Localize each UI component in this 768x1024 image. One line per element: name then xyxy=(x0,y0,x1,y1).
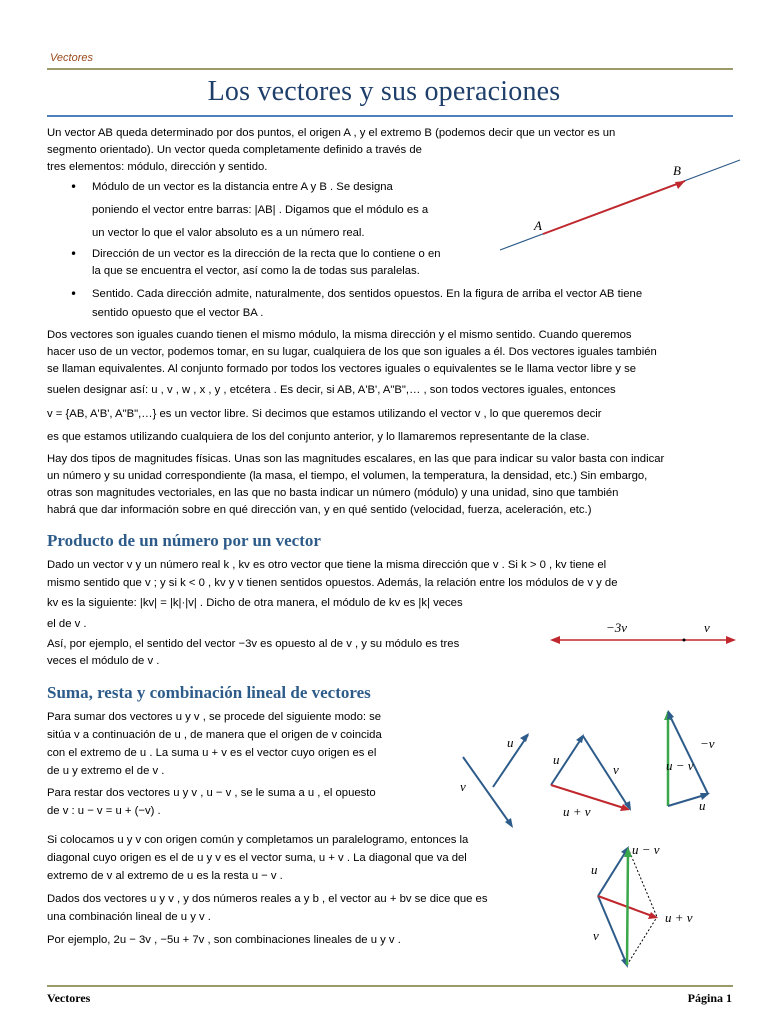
dashed-side-bottom xyxy=(627,917,657,965)
label-u: u xyxy=(553,752,560,767)
label-v: v xyxy=(460,779,466,794)
figure-u-v-separate xyxy=(455,725,535,835)
paralelogramo-line-1: Si colocamos u y v con origen común y completamos un paralelogramo, entonces la xyxy=(47,834,469,846)
paralelogramo-line-3: extremo de v al extremo de u es la resta u − v . xyxy=(47,870,283,882)
magnitudes-line-1: Hay dos tipos de magnitudes físicas. Unas son las magnitudes escalares, en las que para indicar su valor basta con indicar xyxy=(47,453,665,465)
bullet-modulo-line-3: un vector lo que el valor absoluto es a un número real. xyxy=(92,227,365,239)
title-rule xyxy=(47,115,733,117)
bullet-modulo-line-1: Módulo de un vector es la distancia entre A y B . Se designa xyxy=(92,181,393,193)
figure-scalar-product xyxy=(548,616,738,656)
footer-rule xyxy=(47,985,733,987)
iguales-line-2: hacer uso de un vector, podemos tomar, en su lugar, cualquiera de los que son iguales a él. Dos vectores iguales también xyxy=(47,346,657,358)
arrowhead-minus-3v xyxy=(550,636,560,644)
page-title: Los vectores y sus operaciones xyxy=(207,76,561,107)
header-section-label: Vectores xyxy=(50,52,94,64)
label-a: A xyxy=(534,218,542,233)
producto-line-3: kv es la siguiente: |kv| = |k|·|v| . Dicho de otra manera, el módulo de kv es |k| veces xyxy=(47,597,463,609)
iguales-line-6: es que estamos utilizando cualquiera de los del conjunto anterior, y lo llamaremos representante de la clase. xyxy=(47,431,590,443)
bullet-dot: • xyxy=(70,287,78,301)
label-b: B xyxy=(673,163,681,178)
vector-u xyxy=(598,848,628,896)
iguales-line-4: suelen designar así: u , v , w , x , y , etcétera . Es decir, si AB, A'B', A"B",… , son todos vectores iguales, entonces xyxy=(47,384,616,396)
resta-line-1: Para restar dos vectores u y v , u − v , se le suma a u , el opuesto xyxy=(47,787,376,799)
vector-u-minus-v xyxy=(627,850,628,965)
combinacion-line-2: una combinación lineal de u y v . xyxy=(47,911,211,923)
intro-line-1: Un vector AB queda determinado por dos puntos, el origen A , y el extremo B (podemos decir que un vector es un xyxy=(47,127,616,139)
bullet-sentido-line-1: Sentido. Cada dirección admite, naturalmente, dos sentidos opuestos. En la figura de arriba el vector AB tiene xyxy=(92,288,643,300)
vector-v xyxy=(598,896,627,965)
label-u: u xyxy=(507,735,514,750)
figure-vector-difference xyxy=(640,706,740,816)
vector-minus-v xyxy=(668,712,708,794)
producto-line-5: Así, por ejemplo, el sentido del vector −3v es opuesto al de v , y su módulo es tres xyxy=(47,638,460,650)
iguales-line-1: Dos vectores son iguales cuando tienen el mismo módulo, la misma dirección y el mismo sentido. Cuando queremos xyxy=(47,329,632,341)
figure-vector-sum xyxy=(545,730,645,820)
combinacion-line-3: Por ejemplo, 2u − 3v , −5u + 7v , son combinaciones lineales de u y v . xyxy=(47,934,401,946)
arrowhead-u xyxy=(520,733,529,742)
label-v: v xyxy=(593,928,599,943)
suma-line-3: con el extremo de u . La suma u + v es el vector cuyo origen es el xyxy=(47,747,377,759)
paralelogramo-line-2: diagonal cuyo origen es el de u y v es el vector suma, u + v . La diagonal que va del xyxy=(47,852,467,864)
bullet-sentido-line-2: sentido opuesto que el vector BA . xyxy=(92,307,264,319)
heading-producto: Producto de un número por un vector xyxy=(47,531,321,550)
intro-line-2: segmento orientado). Un vector queda completamente definido a través de xyxy=(47,144,422,156)
iguales-line-3: se llaman equivalentes. Al conjunto formado por todos los vectores iguales o equivalentes se le llama vector libre y se xyxy=(47,363,637,375)
bullet-direccion-line-1: Dirección de un vector es la dirección de la recta que lo contiene o en xyxy=(92,248,441,260)
intro-line-3: tres elementos: módulo, dirección y sentido. xyxy=(47,161,268,173)
label-minus-3v: −3v xyxy=(606,620,628,635)
bullet-modulo-line-2: poniendo el vector entre barras: |AB| . Digamos que el módulo es a xyxy=(92,204,429,216)
magnitudes-line-2: un número y su unidad correspondiente (la masa, el tiempo, el volumen, la temperatura, la densidad, etc.) Sin embargo, xyxy=(47,470,648,482)
footer-page-number: Página 1 xyxy=(687,991,732,1005)
suma-line-1: Para sumar dos vectores u y v , se procede del siguiente modo: se xyxy=(47,711,382,723)
bullet-dot: • xyxy=(70,247,78,261)
producto-line-1: Dado un vector v y un número real k , kv es otro vector que tiene la misma dirección que v . Si k > 0 , kv tiene el xyxy=(47,559,607,571)
label-u: u xyxy=(699,798,706,813)
label-u-minus-v: u − v xyxy=(632,842,660,857)
suma-line-4: de u y extremo el de v . xyxy=(47,765,165,777)
header-rule xyxy=(47,68,733,70)
figure-segment-ab xyxy=(495,155,745,255)
origin-point xyxy=(683,639,686,642)
bullet-dot: • xyxy=(70,180,78,194)
footer-section-label: Vectores xyxy=(47,991,91,1005)
magnitudes-line-3: otras son magnitudes vectoriales, en las que no basta indicar un número (módulo) y una unidad, sino que también xyxy=(47,487,619,499)
vector-ab xyxy=(543,181,685,234)
arrowhead-minus-v xyxy=(667,710,674,720)
label-v: v xyxy=(704,620,710,635)
heading-suma: Suma, resta y combinación lineal de vectores xyxy=(47,683,371,702)
producto-line-4: el de v . xyxy=(47,618,87,630)
iguales-line-5: v = {AB, A'B', A"B",…} es un vector libre. Si decimos que estamos utilizando el vector v , lo que queremos decir xyxy=(47,408,602,420)
bullet-direccion-line-2: la que se encuentra el vector, así como la de todas sus paralelas. xyxy=(92,265,420,277)
label-u-plus-v: u + v xyxy=(563,804,591,819)
label-u-plus-v: u + v xyxy=(665,910,693,925)
label-u: u xyxy=(591,862,598,877)
arrowhead-u xyxy=(576,734,584,743)
producto-line-2: mismo sentido que v ; y si k < 0 , kv y v tienen sentidos opuestos. Además, la relación entre los módulos de v y de xyxy=(47,577,618,589)
label-u-minus-v: u − v xyxy=(666,758,694,773)
resta-line-2: de v : u − v = u + (−v) . xyxy=(47,805,161,817)
arrowhead-ab xyxy=(675,181,685,189)
vector-v xyxy=(463,757,511,825)
dashed-side-top xyxy=(628,848,657,917)
producto-line-6: veces el módulo de v . xyxy=(47,655,160,667)
magnitudes-line-4: habrá que dar información sobre en qué dirección van, y en qué sentido (velocidad, fuerza, aceleración, etc.) xyxy=(47,504,592,516)
suma-line-2: sitúa v a continuación de u , de manera que el origen de v coincida xyxy=(47,729,382,741)
arrowhead-v xyxy=(726,636,736,644)
label-minus-v: −v xyxy=(700,736,715,751)
figure-parallelogram xyxy=(585,838,700,973)
combinacion-line-1: Dados dos vectores u y v , y dos números reales a y b , el vector au + bv se dice que es xyxy=(47,893,488,905)
label-v: v xyxy=(613,762,619,777)
